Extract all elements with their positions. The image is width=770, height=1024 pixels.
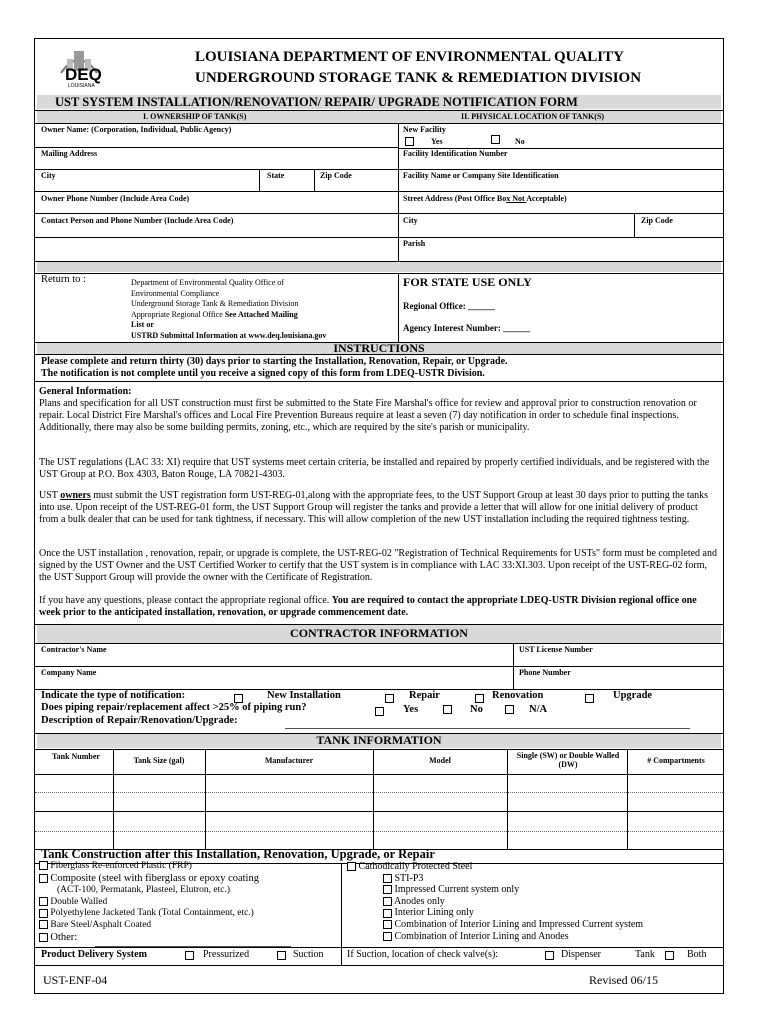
- polyethylene-option[interactable]: Polyethylene Jacketed Tank (Total Containment, etc.): [39, 908, 259, 920]
- piping-na-checkbox[interactable]: [505, 705, 514, 714]
- double-walled-option[interactable]: Double Walled: [39, 897, 259, 909]
- mailing-address-field[interactable]: Mailing Address: [41, 149, 98, 158]
- col-tank-number: Tank Number: [52, 752, 100, 761]
- renovation-label: Renovation: [492, 690, 544, 701]
- description-field[interactable]: [285, 728, 690, 729]
- agency-interest-field[interactable]: Agency Interest Number: ______: [403, 323, 531, 333]
- instructions-heading: INSTRUCTIONS: [333, 341, 425, 355]
- both-label: Both: [687, 949, 707, 960]
- general-info-p2: The UST regulations (LAC 33: XI) require that UST systems meet certain criteria, be installed and repaired by properly certified individuals, and be registered with the UST Group at P.O. Box 4303, Baton Rouge, LA 70821-4303.: [39, 457, 710, 480]
- general-info-p5: If you have any questions, please contact the appropriate regional office. You are required to contact the appropriate LDEQ-USTR Division regional office one week prior to the anticipated installation, renovation, or upgrade commencement date.: [39, 595, 697, 618]
- new-facility-label: New Facility: [403, 125, 446, 134]
- regional-office-field[interactable]: Regional Office: ______: [403, 301, 495, 311]
- notification-type-label: Indicate the type of notification:: [41, 690, 186, 701]
- title-department: LOUISIANA DEPARTMENT OF ENVIRONMENTAL QUALITY: [195, 49, 624, 65]
- lining-impressed-checkbox[interactable]: [383, 920, 392, 929]
- revision-date: Revised 06/15: [589, 973, 658, 987]
- state-field[interactable]: State: [267, 171, 285, 180]
- table-row[interactable]: [35, 792, 723, 793]
- impressed-current-option[interactable]: Impressed Current system only: [347, 884, 643, 896]
- parish-field[interactable]: Parish: [403, 239, 426, 248]
- suction-checkbox[interactable]: [277, 951, 286, 960]
- col-manufacturer: Manufacturer: [264, 756, 314, 765]
- table-row[interactable]: [35, 811, 723, 812]
- interior-lining-option[interactable]: Interior Lining only: [347, 907, 643, 919]
- cathodic-checkbox[interactable]: [347, 862, 356, 871]
- city-field[interactable]: City: [41, 171, 56, 180]
- double-walled-checkbox[interactable]: [39, 897, 48, 906]
- sti-p3-option[interactable]: STI-P3: [347, 873, 643, 885]
- piping-yes-checkbox[interactable]: [375, 707, 384, 716]
- other-checkbox[interactable]: [39, 933, 48, 942]
- company-name-field[interactable]: Company Name: [41, 668, 97, 677]
- form-title: UST SYSTEM INSTALLATION/RENOVATION/ REPAIR/ UPGRADE NOTIFICATION FORM: [55, 95, 578, 109]
- tank-label: Tank: [635, 949, 655, 960]
- piping-no-checkbox[interactable]: [443, 705, 452, 714]
- contact-field[interactable]: Contact Person and Phone Number (Include Area Code): [41, 216, 234, 225]
- contractor-heading: CONTRACTOR INFORMATION: [290, 626, 468, 640]
- street-address-field[interactable]: Street Address (Post Office Box Not Acceptable): [403, 194, 567, 203]
- pressurized-label: Pressurized: [203, 949, 250, 960]
- new-facility-no-checkbox[interactable]: [491, 135, 500, 144]
- new-facility-yes-checkbox[interactable]: [405, 137, 414, 146]
- general-info-p1: Plans and specification for all UST construction must first be submitted to the State Fire Marshal's office for review and approval prior to construction renovation or repair. Local District Fire Marshal's offices and Local Fire Prevention Bureaus require at least a seven (7) day notification in order to schedule final inspections. Additionally, there may also be some building permits, zoning, etc., which are required by the site's parish or municipality.: [39, 398, 697, 433]
- license-number-field[interactable]: UST License Number: [519, 645, 593, 654]
- frp-option[interactable]: Fiberglass Re-enforced Plastic (FRP): [39, 861, 259, 873]
- frp-checkbox[interactable]: [39, 861, 48, 870]
- logo-sub: LOUISIANA: [68, 83, 95, 89]
- facility-name-field[interactable]: Facility Name or Company Site Identification: [403, 171, 559, 180]
- tank-info-heading: TANK INFORMATION: [316, 733, 442, 747]
- instructions-line1: Please complete and return thirty (30) days prior to starting the Installation, Renovation, Repair, or Upgrade.: [41, 356, 508, 367]
- tank-checkbox[interactable]: [665, 951, 674, 960]
- composite-examples: (ACT-100, Permatank, Plasteel, Elutron, etc.): [57, 885, 230, 896]
- anodes-option[interactable]: Anodes only: [347, 896, 643, 908]
- composite-checkbox[interactable]: [39, 874, 48, 883]
- form-id: UST-ENF-04: [43, 973, 108, 987]
- piping-yes-label: Yes: [403, 704, 419, 715]
- lining-anodes-option[interactable]: Combination of Interior Lining and Anodes: [347, 931, 643, 943]
- suction-label: Suction: [293, 949, 324, 960]
- general-info-heading: General Information:: [39, 386, 132, 397]
- dispenser-label: Dispenser: [561, 949, 601, 960]
- contractor-name-field[interactable]: Contractor's Name: [41, 645, 107, 654]
- delivery-label: Product Delivery System: [41, 949, 147, 960]
- deq-logo: [49, 45, 109, 91]
- upgrade-label: Upgrade: [613, 690, 653, 701]
- general-info-p4: Once the UST installation , renovation, repair, or upgrade is complete, the UST-REG-02 "Registration of Technical Requirements for USTs" form must be completed and signed by the UST Owner and the UST Certified Worker to certify that the UST system is in compliance with LAC 33:XI.303. Upon receipt of the UST-REG-02 form, the UST Support Group will provide the owner with the Certificate of Registration.: [39, 548, 717, 583]
- bare-steel-checkbox[interactable]: [39, 920, 48, 929]
- col-wall-type: Single (SW) or Double Walled (DW): [516, 751, 620, 769]
- state-use-heading: FOR STATE USE ONLY: [403, 275, 532, 289]
- renovation-checkbox[interactable]: [475, 694, 484, 703]
- table-row[interactable]: [35, 831, 723, 832]
- upgrade-checkbox[interactable]: [585, 694, 594, 703]
- instructions-line2: The notification is not complete until you receive a signed copy of this form from LDEQ-USTR Division.: [41, 368, 485, 379]
- cathodic-option[interactable]: Cathodically Protected Steel: [347, 861, 643, 873]
- facility-id-field[interactable]: Facility Identification Number: [403, 149, 508, 158]
- new-facility-yes-label: Yes: [431, 137, 443, 146]
- bare-steel-option[interactable]: Bare Steel/Asphalt Coated: [39, 920, 259, 932]
- sti-p3-checkbox[interactable]: [383, 874, 392, 883]
- new-installation-label: New Installation: [267, 690, 341, 701]
- repair-label: Repair: [409, 690, 440, 701]
- return-address: Department of Environmental Quality Office of Environmental Compliance Underground Storage Tank & Remediation Division Appropriate Regional Office See Attached Mailing List or USTRD Submittal Information at www.deq.louisiana.gov: [131, 278, 327, 340]
- return-label: Return to :: [41, 274, 86, 285]
- ownership-heading: I. OWNERSHIP OF TANK(S): [143, 112, 247, 121]
- zip2-field[interactable]: Zip Code: [641, 216, 673, 225]
- pressurized-checkbox[interactable]: [185, 951, 194, 960]
- title-division: UNDERGROUND STORAGE TANK & REMEDIATION DIVISION: [195, 70, 642, 86]
- anodes-checkbox[interactable]: [383, 897, 392, 906]
- composite-option[interactable]: Composite (steel with fiberglass or epoxy coating: [39, 873, 259, 886]
- col-tank-size: Tank Size (gal): [133, 756, 185, 765]
- lining-impressed-option[interactable]: Combination of Interior Lining and Impressed Current system: [347, 919, 643, 931]
- new-facility-no-label: No: [515, 137, 525, 146]
- lining-anodes-checkbox[interactable]: [383, 932, 392, 941]
- description-label: Description of Repair/Renovation/Upgrade:: [41, 715, 238, 726]
- piping-na-label: N/A: [529, 704, 548, 715]
- logo-text: DEQ: [65, 65, 102, 84]
- location-heading: II. PHYSICAL LOCATION OF TANK(S): [461, 112, 605, 121]
- form-page: [34, 38, 724, 994]
- piping-no-label: No: [470, 704, 483, 715]
- city2-field[interactable]: City: [403, 216, 418, 225]
- other-option[interactable]: Other:: [39, 932, 259, 945]
- construction-heading: Tank Construction after this Installation, Renovation, Upgrade, or Repair: [41, 847, 435, 861]
- dispenser-checkbox[interactable]: [545, 951, 554, 960]
- col-model: Model: [429, 756, 451, 765]
- zip-field[interactable]: Zip Code: [320, 171, 352, 180]
- polyethylene-checkbox[interactable]: [39, 909, 48, 918]
- phone-number-field[interactable]: Phone Number: [519, 668, 571, 677]
- col-compartments: # Compartments: [647, 756, 705, 765]
- check-valve-label: If Suction, location of check valve(s):: [347, 949, 499, 960]
- piping-question: Does piping repair/replacement affect >25% of piping run?: [41, 702, 307, 713]
- owner-name-field[interactable]: Owner Name: (Corporation, Individual, Public Agency): [41, 125, 232, 134]
- repair-checkbox[interactable]: [385, 694, 394, 703]
- general-info-p3: UST owners must submit the UST registration form UST-REG-01,along with the appropriate fees, to the UST Support Group at least 30 days prior to putting the tanks into use. Upon receipt of the UST-REG-01 form, the UST Support Group will register the tanks and provide a letter that will allow for one initial delivery of product from a bulk dealer that can be used for tank tightness, if necessary. This will allow completion of the new UST installation including the required tightness testing.: [39, 490, 709, 525]
- interior-lining-checkbox[interactable]: [383, 909, 392, 918]
- impressed-current-checkbox[interactable]: [383, 885, 392, 894]
- owner-phone-field[interactable]: Owner Phone Number (Include Area Code): [41, 194, 190, 203]
